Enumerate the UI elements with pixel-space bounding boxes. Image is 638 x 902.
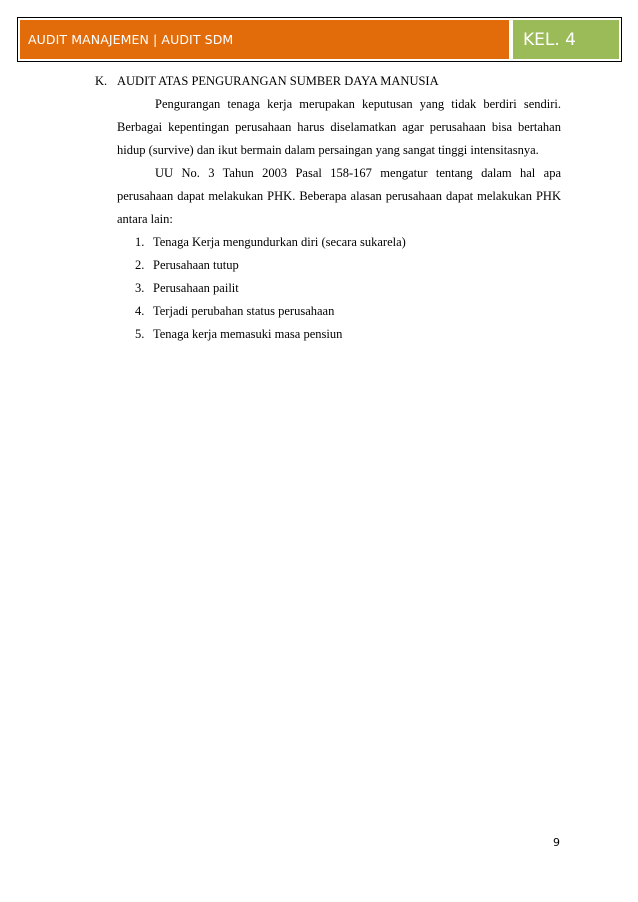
header-title: AUDIT MANAJEMEN | AUDIT SDM: [28, 32, 234, 47]
list-item: [135, 254, 561, 277]
list-item-number: 4.: [135, 304, 145, 318]
document-body: [95, 70, 561, 346]
list-item-text: Perusahaan pailit: [153, 281, 239, 295]
header-group-bar: [513, 20, 619, 59]
page-header: [17, 17, 622, 62]
list-item: [135, 231, 561, 254]
list-item-number: 1.: [135, 235, 145, 249]
list-item-text: Terjadi perubahan status perusahaan: [153, 304, 335, 318]
section-heading: [95, 70, 561, 93]
header-group-label: KEL. 4: [523, 29, 576, 50]
section-marker: K.: [95, 74, 108, 88]
list-item-number: 3.: [135, 281, 145, 295]
list-item: [135, 277, 561, 300]
list-item-number: 5.: [135, 327, 145, 341]
section-title: AUDIT ATAS PENGURANGAN SUMBER DAYA MANUSIA: [117, 74, 439, 88]
list-item-text: Tenaga kerja memasuki masa pensiun: [153, 327, 343, 341]
paragraph: Pengurangan tenaga kerja merupakan keputusan yang tidak berdiri sendiri. Berbagai kepentingan perusahaan harus diselamatkan agar perusahaan bisa bertahan hidup (survive) dan ikut bermain dalam persaingan yang sangat tinggi intensitasnya.: [117, 97, 561, 157]
page-number: 9: [553, 836, 560, 849]
list-item-text: Perusahaan tutup: [153, 258, 239, 272]
list-item-text: Tenaga Kerja mengundurkan diri (secara sukarela): [153, 235, 406, 249]
list-item-number: 2.: [135, 258, 145, 272]
list-item: [135, 300, 561, 323]
header-title-bar: [20, 20, 509, 59]
paragraph: UU No. 3 Tahun 2003 Pasal 158-167 mengatur tentang dalam hal apa perusahaan dapat melakukan PHK. Beberapa alasan perusahaan dapat melakukan PHK antara lain:: [117, 166, 561, 226]
reason-list: [95, 231, 561, 346]
list-item: [135, 323, 561, 346]
